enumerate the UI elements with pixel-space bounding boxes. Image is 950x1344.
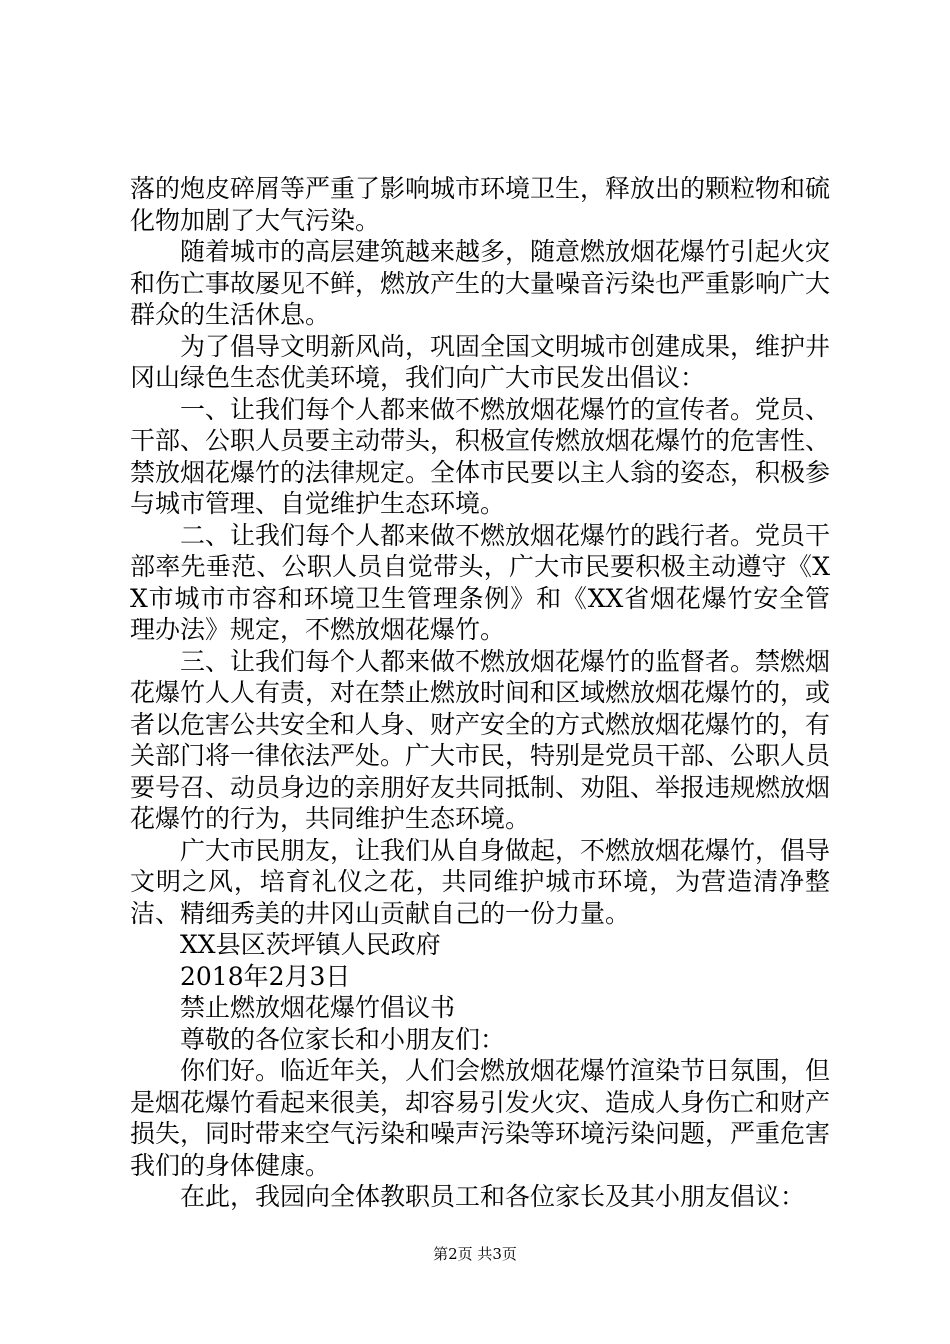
page-number-footer: 第2页 共3页 (433, 1245, 517, 1263)
paragraph: 落的炮皮碎屑等严重了影响城市环境卫生，释放出的颗粒物和硫化物加剧了大气污染。 (130, 174, 831, 235)
paragraph: 你们好。临近年关，人们会燃放烟花爆竹渲染节日氛围，但是烟花爆竹看起来很美，却容易引发火灾、造成人身伤亡和财产损失，同时带来空气污染和噪声污染等环境污染问题，严重危害我们的身体健康。 (130, 1056, 831, 1180)
document-body (130, 173, 830, 1213)
signature-organization: XX县区茨坪镇人民政府 (180, 930, 441, 959)
salutation: 尊敬的各位家长和小朋友们： (180, 1024, 506, 1054)
paragraph: 在此，我园向全体教职员工和各位家长及其小朋友倡议： (180, 1182, 806, 1211)
signature-date: 2018年2月3日 (180, 961, 351, 991)
paragraph: 广大市民朋友，让我们从自身做起，不燃放烟花爆竹，倡导文明之风，培育礼仪之花，共同维护城市环境，为营造清净整洁、精细秀美的井冈山贡献自己的一份力量。 (130, 835, 831, 928)
paragraph: 三、让我们每个人都来做不燃放烟花爆竹的监督者。禁燃烟花爆竹人人有责，对在禁止燃放时间和区域燃放烟花爆竹的，或者以危害公共安全和人身、财产安全的方式燃放烟花爆竹的，有关部门将一律依法严处。广大市民，特别是党员干部、公职人员要号召、动员身边的亲朋好友共同抵制、劝阻、举报违规燃放烟花爆竹的行为，共同维护生态环境。 (130, 646, 831, 833)
paragraph: 二、让我们每个人都来做不燃放烟花爆竹的践行者。党员干部率先垂范、公职人员自觉带头，广大市民要积极主动遵守《XX市城市市容和环境卫生管理条例》和《XX省烟花爆竹安全管理办法》规定，不燃放烟花爆竹。 (130, 520, 831, 644)
paragraph: 一、让我们每个人都来做不燃放烟花爆竹的宣传者。党员、干部、公职人员要主动带头，积极宣传燃放烟花爆竹的危害性、禁放烟花爆竹的法律规定。全体市民要以主人翁的姿态，积极参与城市管理、自觉维护生态环境。 (130, 394, 831, 518)
paragraph: 为了倡导文明新风尚，巩固全国文明城市创建成果，维护井冈山绿色生态优美环境，我们向广大市民发出倡议： (130, 331, 831, 392)
paragraph: 随着城市的高层建筑越来越多，随意燃放烟花爆竹引起火灾和伤亡事故屡见不鲜，燃放产生的大量噪音污染也严重影响广大群众的生活休息。 (130, 237, 831, 329)
section-title: 禁止燃放烟花爆竹倡议书 (180, 993, 456, 1022)
